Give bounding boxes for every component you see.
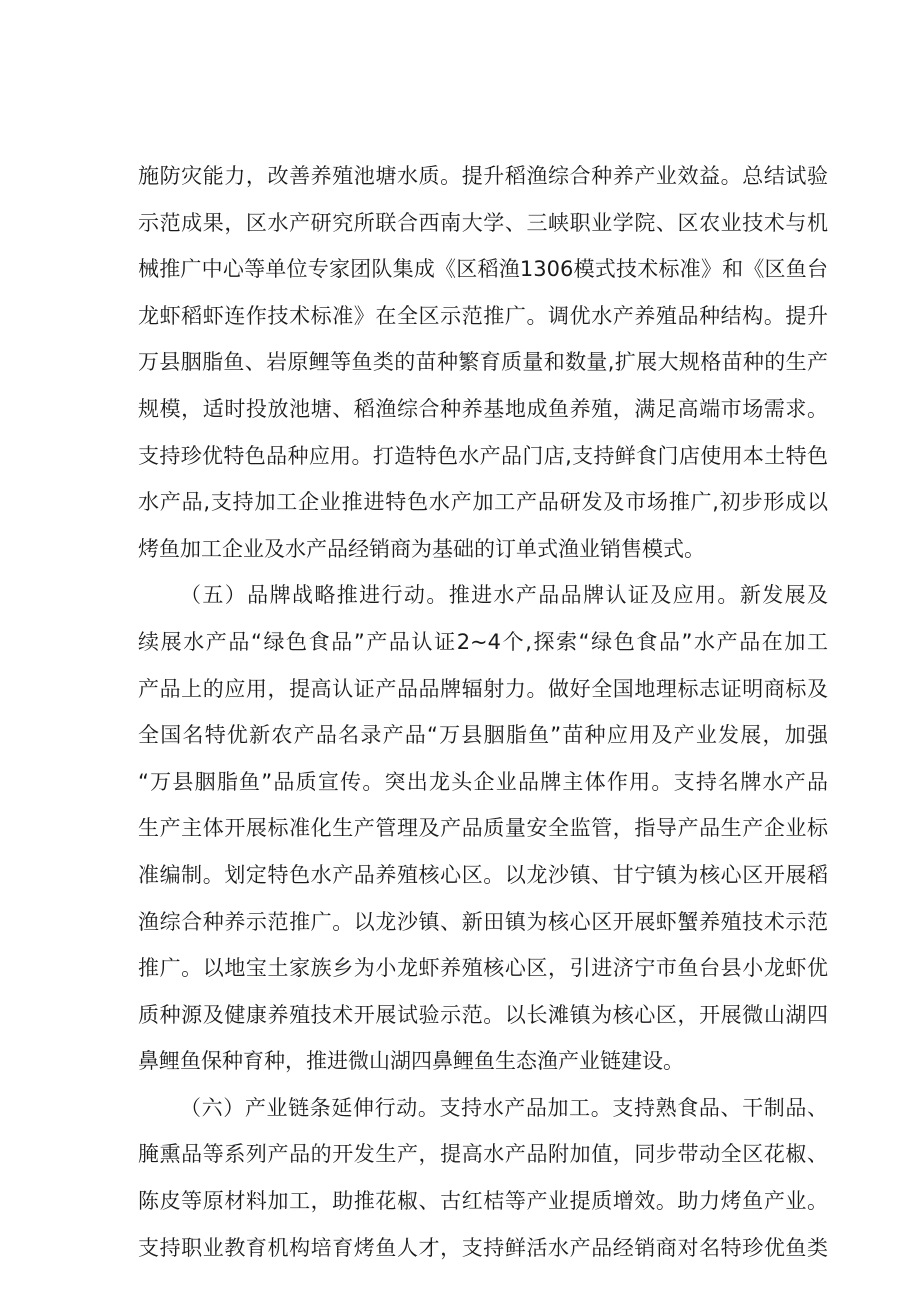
text-line: 质种源及健康养殖技术开展试验示范。以长滩镇为核心区，开展微山湖四: [138, 1002, 828, 1027]
text-line: 鼻鲤鱼保种育种，推进微山湖四鼻鲤鱼生态渔产业链建设。: [138, 1049, 684, 1074]
text-line: 支持珍优特色品种应用。打造特色水产品门店,支持鲜食门店使用本土特色: [138, 443, 828, 468]
text-line: 械推广中心等单位专家团队集成《区稻渔1306模式技术标准》和《区鱼台: [138, 257, 828, 282]
paragraph-brand-strategy: [138, 572, 828, 1085]
text-line: 生产主体开展标准化生产管理及产品质量安全监管，指导产品生产企业标: [138, 816, 828, 841]
text-line: 续展水产品“绿色食品”产品认证2~4个,探索“绿色食品”水产品在加工: [138, 629, 828, 654]
text-line: 陈皮等原材料加工，助推花椒、古红桔等产业提质增效。助力烤鱼产业。: [138, 1189, 828, 1214]
text-line: 烤鱼加工企业及水产品经销商为基础的订单式渔业销售模式。: [138, 536, 705, 561]
paragraph-aquaculture-structure: [138, 153, 828, 572]
text-line: 水产品,支持加工企业推进特色水产加工产品研发及市场推广,初步形成以: [138, 490, 828, 515]
text-line: 龙虾稻虾连作技术标准》在全区示范推广。调优水产养殖品种结构。提升: [138, 303, 828, 328]
text-line: 施防灾能力，改善养殖池塘水质。提升稻渔综合种养产业效益。总结试验: [138, 164, 828, 188]
text-line: 示范成果，区水产研究所联合西南大学、三峡职业学院、区农业技术与机: [138, 210, 828, 235]
text-line: 支持职业教育机构培育烤鱼人才，支持鲜活水产品经销商对名特珍优鱼类: [138, 1235, 828, 1260]
paragraph-industry-chain: [138, 1085, 828, 1271]
text-line: 准编制。划定特色水产品养殖核心区。以龙沙镇、甘宁镇为核心区开展稻: [138, 862, 828, 887]
text-line: 推广。以地宝土家族乡为小龙虾养殖核心区，引进济宁市鱼台县小龙虾优: [138, 956, 828, 981]
text-line: 渔综合种养示范推广。以龙沙镇、新田镇为核心区开展虾蟹养殖技术示范: [138, 909, 828, 934]
text-line: （五）品牌战略推进行动。推进水产品品牌认证及应用。新发展及: [180, 583, 828, 608]
text-line: 规模，适时投放池塘、稻渔综合种养基地成鱼养殖，满足高端市场需求。: [138, 396, 828, 421]
text-line: 万县胭脂鱼、岩原鲤等鱼类的苗种繁育质量和数量,扩展大规格苗种的生产: [138, 350, 828, 375]
text-line: 腌熏品等系列产品的开发生产，提高水产品附加值，同步带动全区花椒、: [138, 1142, 828, 1167]
text-line: 产品上的应用，提高认证产品品牌辐射力。做好全国地理标志证明商标及: [138, 676, 828, 701]
text-line: “万县胭脂鱼”品质宣传。突出龙头企业品牌主体作用。支持名牌水产品: [138, 769, 828, 794]
text-line: （六）产业链条延伸行动。支持水产品加工。支持熟食品、干制品、: [180, 1095, 828, 1120]
text-line: 全国名特优新农产品名录产品“万县胭脂鱼”苗种应用及产业发展，加强: [138, 723, 828, 748]
document-body: [138, 153, 828, 1271]
